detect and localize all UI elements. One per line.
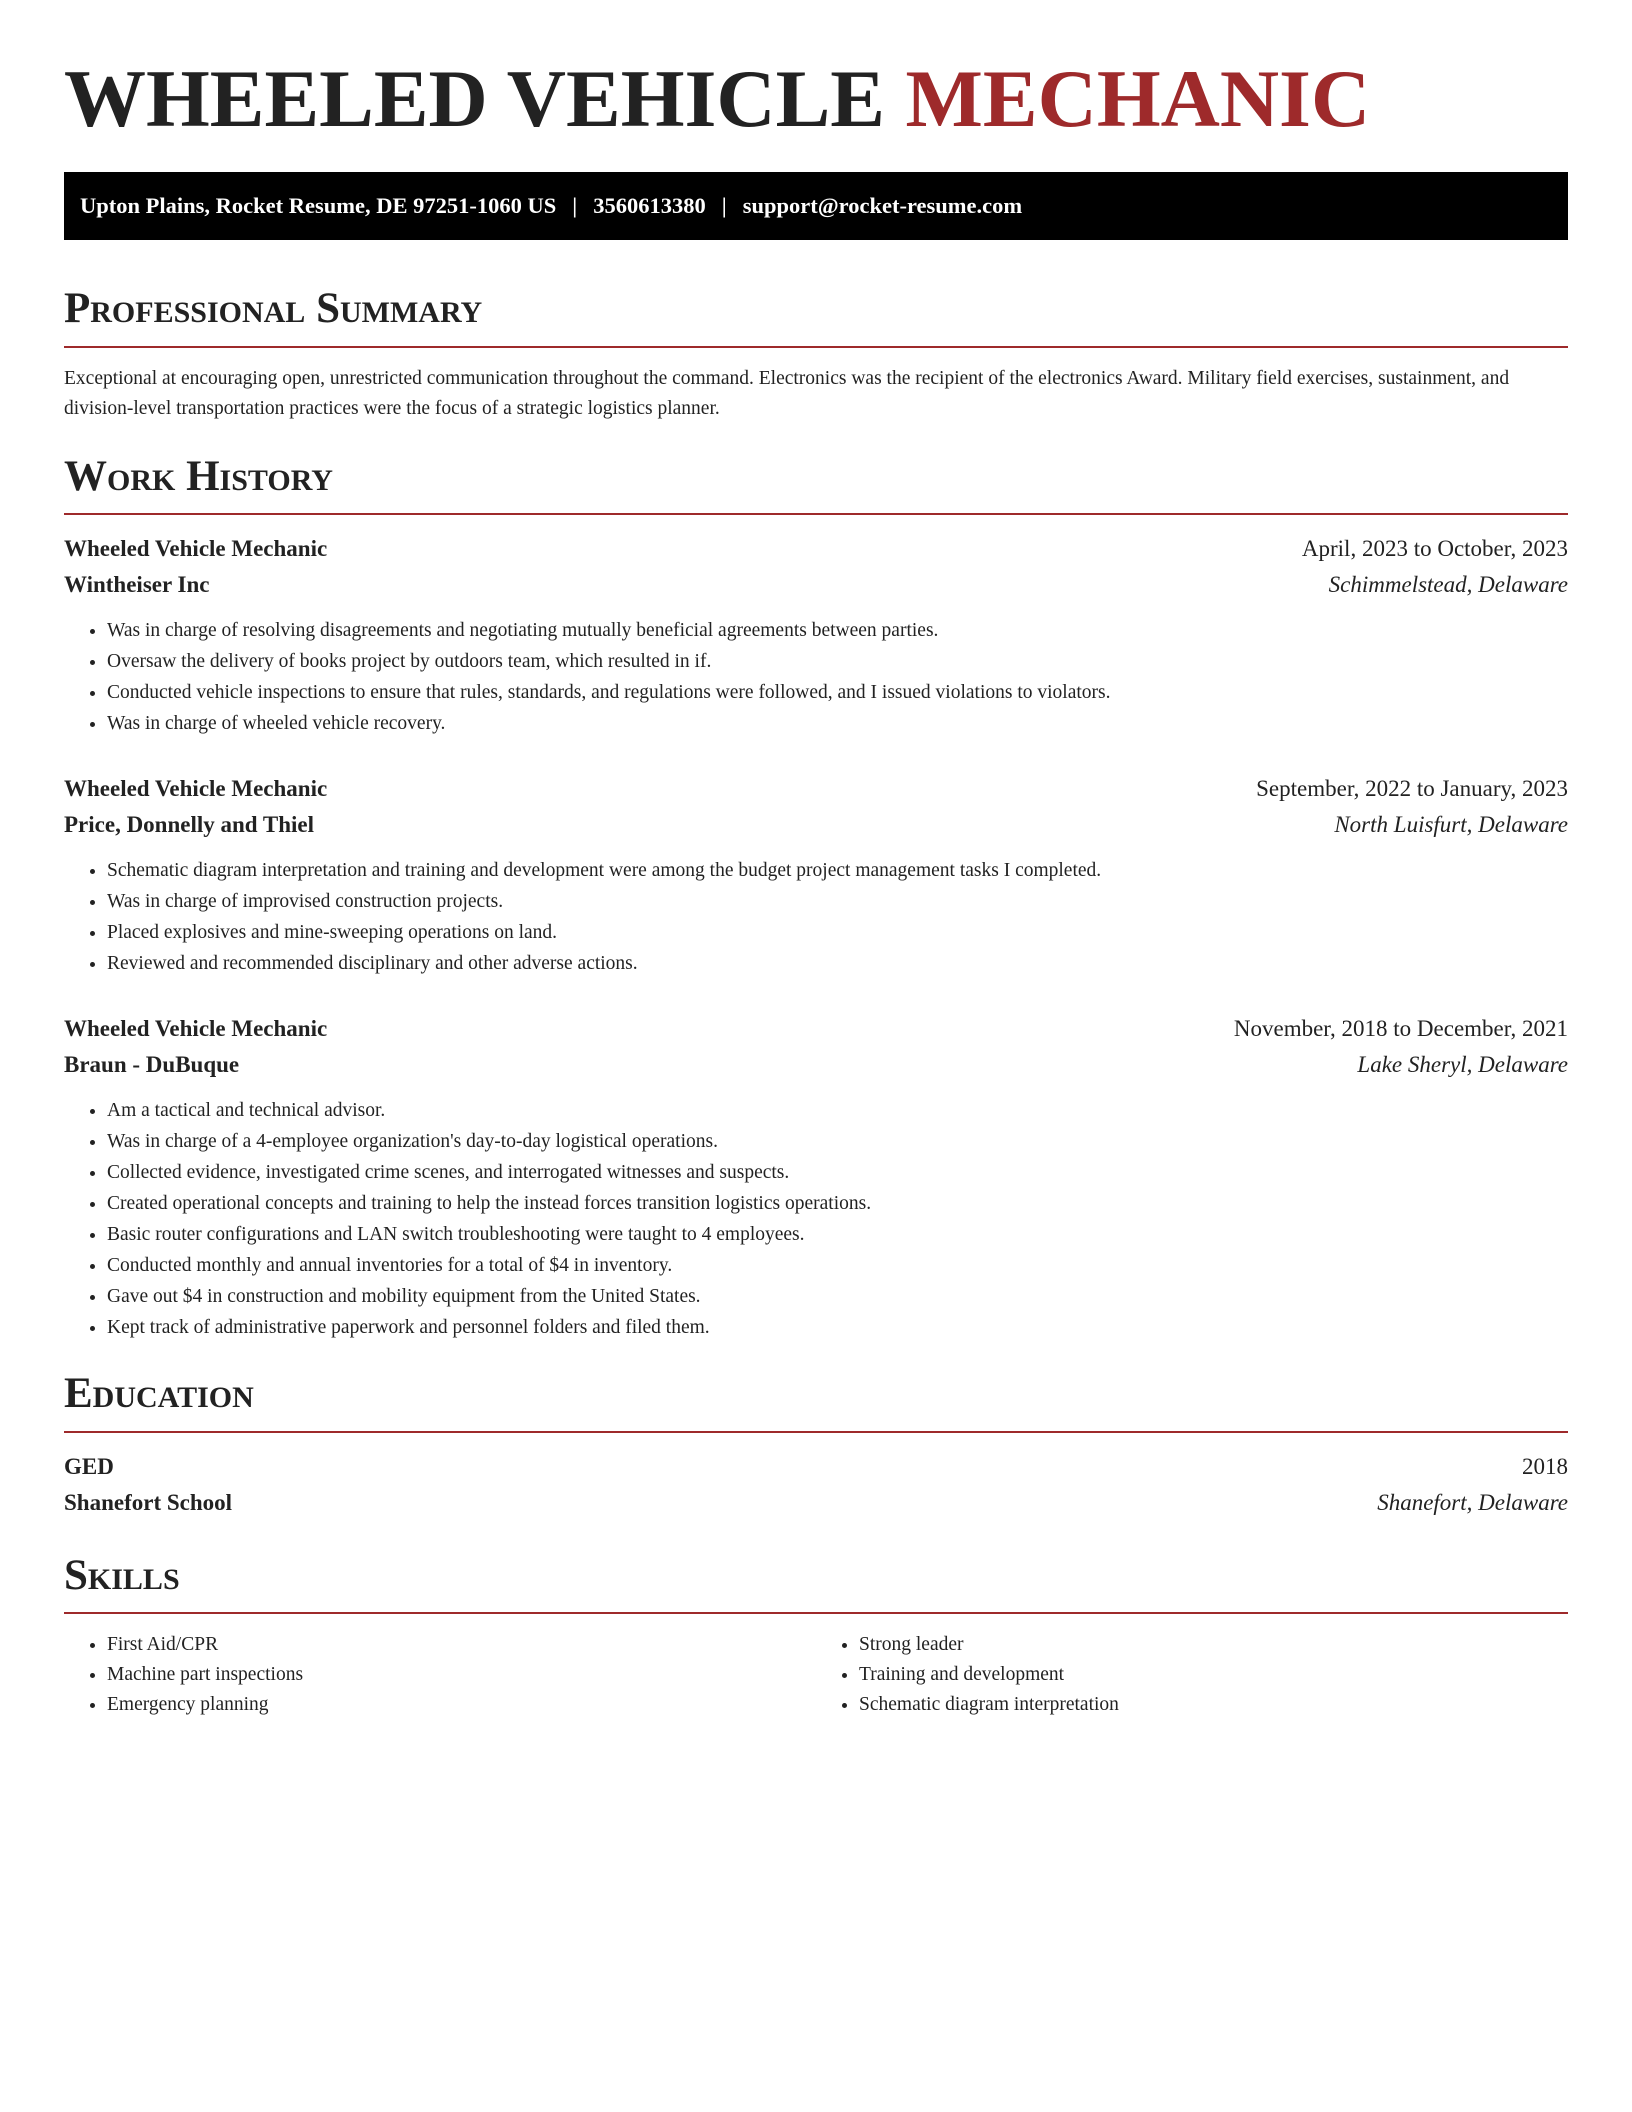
list-item: • Placed explosives and mine-sweeping operations on land. bbox=[107, 917, 1568, 948]
candidate-name bbox=[64, 52, 1568, 146]
list-item: • Collected evidence, investigated crime scenes, and interrogated witnesses and suspects. bbox=[107, 1157, 1568, 1188]
section-title-education: Education bbox=[64, 1370, 254, 1418]
education-school: Shanefort School bbox=[64, 1489, 233, 1515]
education-degree-row bbox=[64, 1449, 1568, 1485]
list-item: • Conducted monthly and annual inventories for a total of $4 in inventory. bbox=[107, 1250, 1568, 1281]
job-company: Price, Donnelly and Thiel bbox=[64, 812, 315, 838]
job-entry bbox=[64, 771, 1568, 979]
job-role: Wheeled Vehicle Mechanic bbox=[64, 536, 328, 562]
education-degree: GED bbox=[64, 1453, 114, 1479]
list-item: • Oversaw the delivery of books project by outdoors team, which resulted in if. bbox=[107, 646, 1568, 677]
job-header-row bbox=[64, 771, 1568, 807]
job-company-row bbox=[64, 567, 1568, 603]
summary-section bbox=[64, 284, 1568, 423]
list-item: • Kept track of administrative paperwork and personnel folders and filed them. bbox=[107, 1312, 1568, 1343]
education-location: Shanefort, Delaware bbox=[1377, 1489, 1568, 1515]
section-title-summary: Professional Summary bbox=[64, 285, 483, 333]
skill-item: • Emergency planning bbox=[107, 1690, 816, 1720]
list-item: • Reviewed and recommended disciplinary and other adverse actions. bbox=[107, 948, 1568, 979]
job-header-row bbox=[64, 531, 1568, 567]
contact-bar bbox=[64, 172, 1568, 240]
education-year: 2018 bbox=[1522, 1453, 1568, 1479]
job-entry bbox=[64, 1011, 1568, 1343]
job-role: Wheeled Vehicle Mechanic bbox=[64, 1016, 328, 1042]
job-bullets bbox=[64, 1095, 1568, 1343]
list-item: • Conducted vehicle inspections to ensure that rules, standards, and regulations were followed, and I issued violations to violators. bbox=[107, 677, 1568, 708]
section-divider bbox=[64, 513, 1568, 515]
education-entry bbox=[64, 1449, 1568, 1521]
job-dates: April, 2023 to October, 2023 bbox=[1301, 536, 1568, 562]
job-entry bbox=[64, 531, 1568, 739]
job-role: Wheeled Vehicle Mechanic bbox=[64, 776, 328, 802]
list-item: • Was in charge of wheeled vehicle recovery. bbox=[107, 708, 1568, 739]
section-title-work-history: Work History bbox=[64, 452, 333, 500]
section-divider bbox=[64, 1431, 1568, 1433]
contact-address: Upton Plains, Rocket Resume, DE 97251-1060 US bbox=[80, 193, 557, 219]
contact-phone: 3560613380 bbox=[593, 193, 706, 219]
job-company-row bbox=[64, 1047, 1568, 1083]
skill-item: • Strong leader bbox=[859, 1630, 1568, 1660]
job-bullets bbox=[64, 855, 1568, 979]
job-header-row bbox=[64, 1011, 1568, 1047]
job-location: North Luisfurt, Delaware bbox=[1334, 812, 1568, 838]
job-company-row bbox=[64, 807, 1568, 843]
summary-text: Exceptional at encouraging open, unrestricted communication throughout the command. Electronics was the recipient of the electronics Award. Military field exercises, sustainment, and division-level transportation practices were the focus of a strategic logistics planner. bbox=[64, 367, 1510, 419]
skills-section bbox=[64, 1551, 1568, 1720]
contact-email: support@rocket-resume.com bbox=[742, 193, 1023, 219]
job-company: Braun - DuBuque bbox=[64, 1052, 240, 1078]
skill-item: • Machine part inspections bbox=[107, 1660, 816, 1690]
skill-item: • Schematic diagram interpretation bbox=[859, 1690, 1568, 1720]
job-bullets bbox=[64, 615, 1568, 739]
job-dates: September, 2022 to January, 2023 bbox=[1256, 776, 1568, 802]
skill-item: • First Aid/CPR bbox=[107, 1630, 816, 1660]
skill-item: • Training and development bbox=[859, 1660, 1568, 1690]
contact-separator: | bbox=[721, 193, 727, 219]
list-item: • Was in charge of improvised construction projects. bbox=[107, 886, 1568, 917]
list-item: • Was in charge of a 4-employee organization's day-to-day logistical operations. bbox=[107, 1126, 1568, 1157]
section-divider bbox=[64, 346, 1568, 348]
name-last: MECHANIC bbox=[905, 53, 1371, 144]
skills-columns bbox=[64, 1630, 1568, 1720]
education-section bbox=[64, 1369, 1568, 1520]
list-item: • Gave out $4 in construction and mobility equipment from the United States. bbox=[107, 1281, 1568, 1312]
list-item: • Basic router configurations and LAN switch troubleshooting were taught to 4 employees. bbox=[107, 1219, 1568, 1250]
list-item: • Created operational concepts and training to help the instead forces transition logistics operations. bbox=[107, 1188, 1568, 1219]
education-school-row bbox=[64, 1485, 1568, 1521]
job-company: Wintheiser Inc bbox=[64, 572, 210, 598]
job-location: Schimmelstead, Delaware bbox=[1328, 572, 1568, 598]
skills-list-left bbox=[64, 1630, 816, 1720]
section-divider bbox=[64, 1612, 1568, 1614]
list-item: • Was in charge of resolving disagreements and negotiating mutually beneficial agreements between parties. bbox=[107, 615, 1568, 646]
name-first: WHEELED VEHICLE bbox=[64, 53, 886, 144]
job-location: Lake Sheryl, Delaware bbox=[1357, 1052, 1568, 1078]
section-title-skills: Skills bbox=[64, 1551, 180, 1599]
contact-separator: | bbox=[572, 193, 578, 219]
job-dates: November, 2018 to December, 2021 bbox=[1233, 1016, 1568, 1042]
list-item: • Am a tactical and technical advisor. bbox=[107, 1095, 1568, 1126]
list-item: • Schematic diagram interpretation and training and development were among the budget project management tasks I completed. bbox=[107, 855, 1568, 886]
skills-list-right bbox=[816, 1630, 1568, 1720]
work-history-section bbox=[64, 452, 1568, 1343]
